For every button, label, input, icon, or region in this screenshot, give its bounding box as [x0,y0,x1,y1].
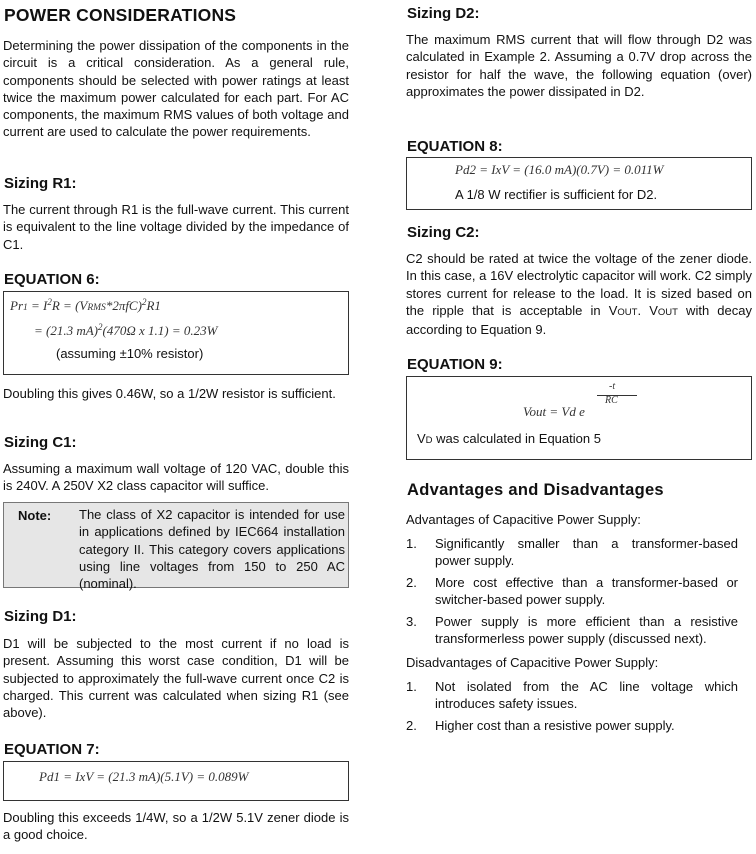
heading-sizing-r1: Sizing R1: [4,175,77,192]
sizing-d1-text: D1 will be subjected to the most current if no load is present. Assuming this worst case condition, D1 will be subjected to approximately the full-wave current once C2 is charged. This current was calculated when sizing R1 (see above). [3,636,349,721]
equation-8-formula: Pd2 = IxV = (16.0 mA)(0.7V) = 0.011W [455,162,664,177]
r1-conclusion-text: Doubling this gives 0.46W, so a 1/2W resistor is sufficient. [3,386,336,401]
equation-8-box [406,157,752,210]
equation-6-line-2: = (21.3 mA)$^2$(470Ω x 1.1) = 0.23W [34,322,218,338]
heading-sizing-c1: Sizing C1: [4,434,77,451]
heading-equation-7: EQUATION 7: [4,741,100,758]
intro-text: Determining the power dissipation of the components in the circuit is a critical consideration. As a general rule, components should be selected with power ratings at least twice the maximum power calculated for each part. For AC components, the maximum RMS values of both voltage and current are used to calculate the power requirements. [3,38,349,140]
sizing-r1-paragraph [3,201,349,253]
equation-6-line-1: $Pr1 = I^2R$ = (VRMS*2πfC)$^2$R1 [10,297,161,313]
section-title: POWER CONSIDERATIONS [4,5,237,25]
sizing-c2-text: C2 should be rated at twice the voltage of the zener diode. In this case, a 16V electrolytic capacitor will work. C2 simply stores current for release to the load. It is sized based on the ripple that is acceptable in VOUT. VOUT with decay according to Equation 9. [406,251,752,338]
note-text: The class of X2 capacitor is intended for use in applications defined by IEC664 installation category II. This category covers applications using line voltages from 150 to 250 AC (nominal). [79,507,345,592]
equation-6-note: (assuming ±10% resistor) [56,346,204,361]
heading-sizing-c2: Sizing C2: [407,224,480,241]
intro-paragraph [3,37,349,141]
heading-equation-6: EQUATION 6: [4,271,100,288]
sizing-c1-text: Assuming a maximum wall voltage of 120 VAC, double this is 240V. A 250V X2 class capacitor will suffice. [3,461,349,494]
sizing-d1-paragraph [3,635,349,721]
note-label: Note: [18,508,52,523]
disadvantages-intro: Disadvantages of Capacitive Power Supply: [406,655,659,670]
sizing-c1-paragraph [3,460,349,495]
heading-advantages-disadvantages: Advantages and Disadvantages [407,481,664,499]
equation-9-exponent-denominator: RC [605,395,618,406]
sizing-d2-paragraph [406,31,752,100]
sizing-d2-text: The maximum RMS current that will flow through D2 was calculated in Example 2. Assuming a 0.7V drop across the resistor for half the wave, the following equation (over) approximates the power dissipated in D2. [406,32,752,99]
heading-equation-9: EQUATION 9: [407,356,503,373]
equation-6-box [3,291,349,375]
equation-8-note: A 1/8 W rectifier is sufficient for D2. [455,187,658,202]
equation-9-note: VD was calculated in Equation 5 [417,431,601,446]
equation-7-formula: Pd1 = IxV = (21.3 mA)(5.1V) = 0.089W [39,769,249,784]
sizing-r1-text: The current through R1 is the full-wave current. This current is equivalent to the line voltage divided by the impedance of C1. [3,202,349,252]
d1-conclusion-text: Doubling this exceeds 1/4W, so a 1/2W 5.1V zener diode is a good choice. [3,810,349,843]
equation-7-box [3,761,349,801]
heading-sizing-d1: Sizing D1: [4,608,77,625]
heading-equation-8: EQUATION 8: [407,138,503,155]
equation-9-lhs: Vout = Vd e [523,404,585,419]
equation-9-box [406,376,752,460]
d1-conclusion-paragraph [3,809,349,844]
sizing-c2-paragraph [406,250,752,338]
note-box [3,502,349,592]
advantages-intro: Advantages of Capacitive Power Supply: [406,512,641,527]
equation-9-exponent-numerator: -t [609,381,616,392]
heading-sizing-d2: Sizing D2: [407,5,480,22]
r1-conclusion-paragraph [3,385,349,402]
